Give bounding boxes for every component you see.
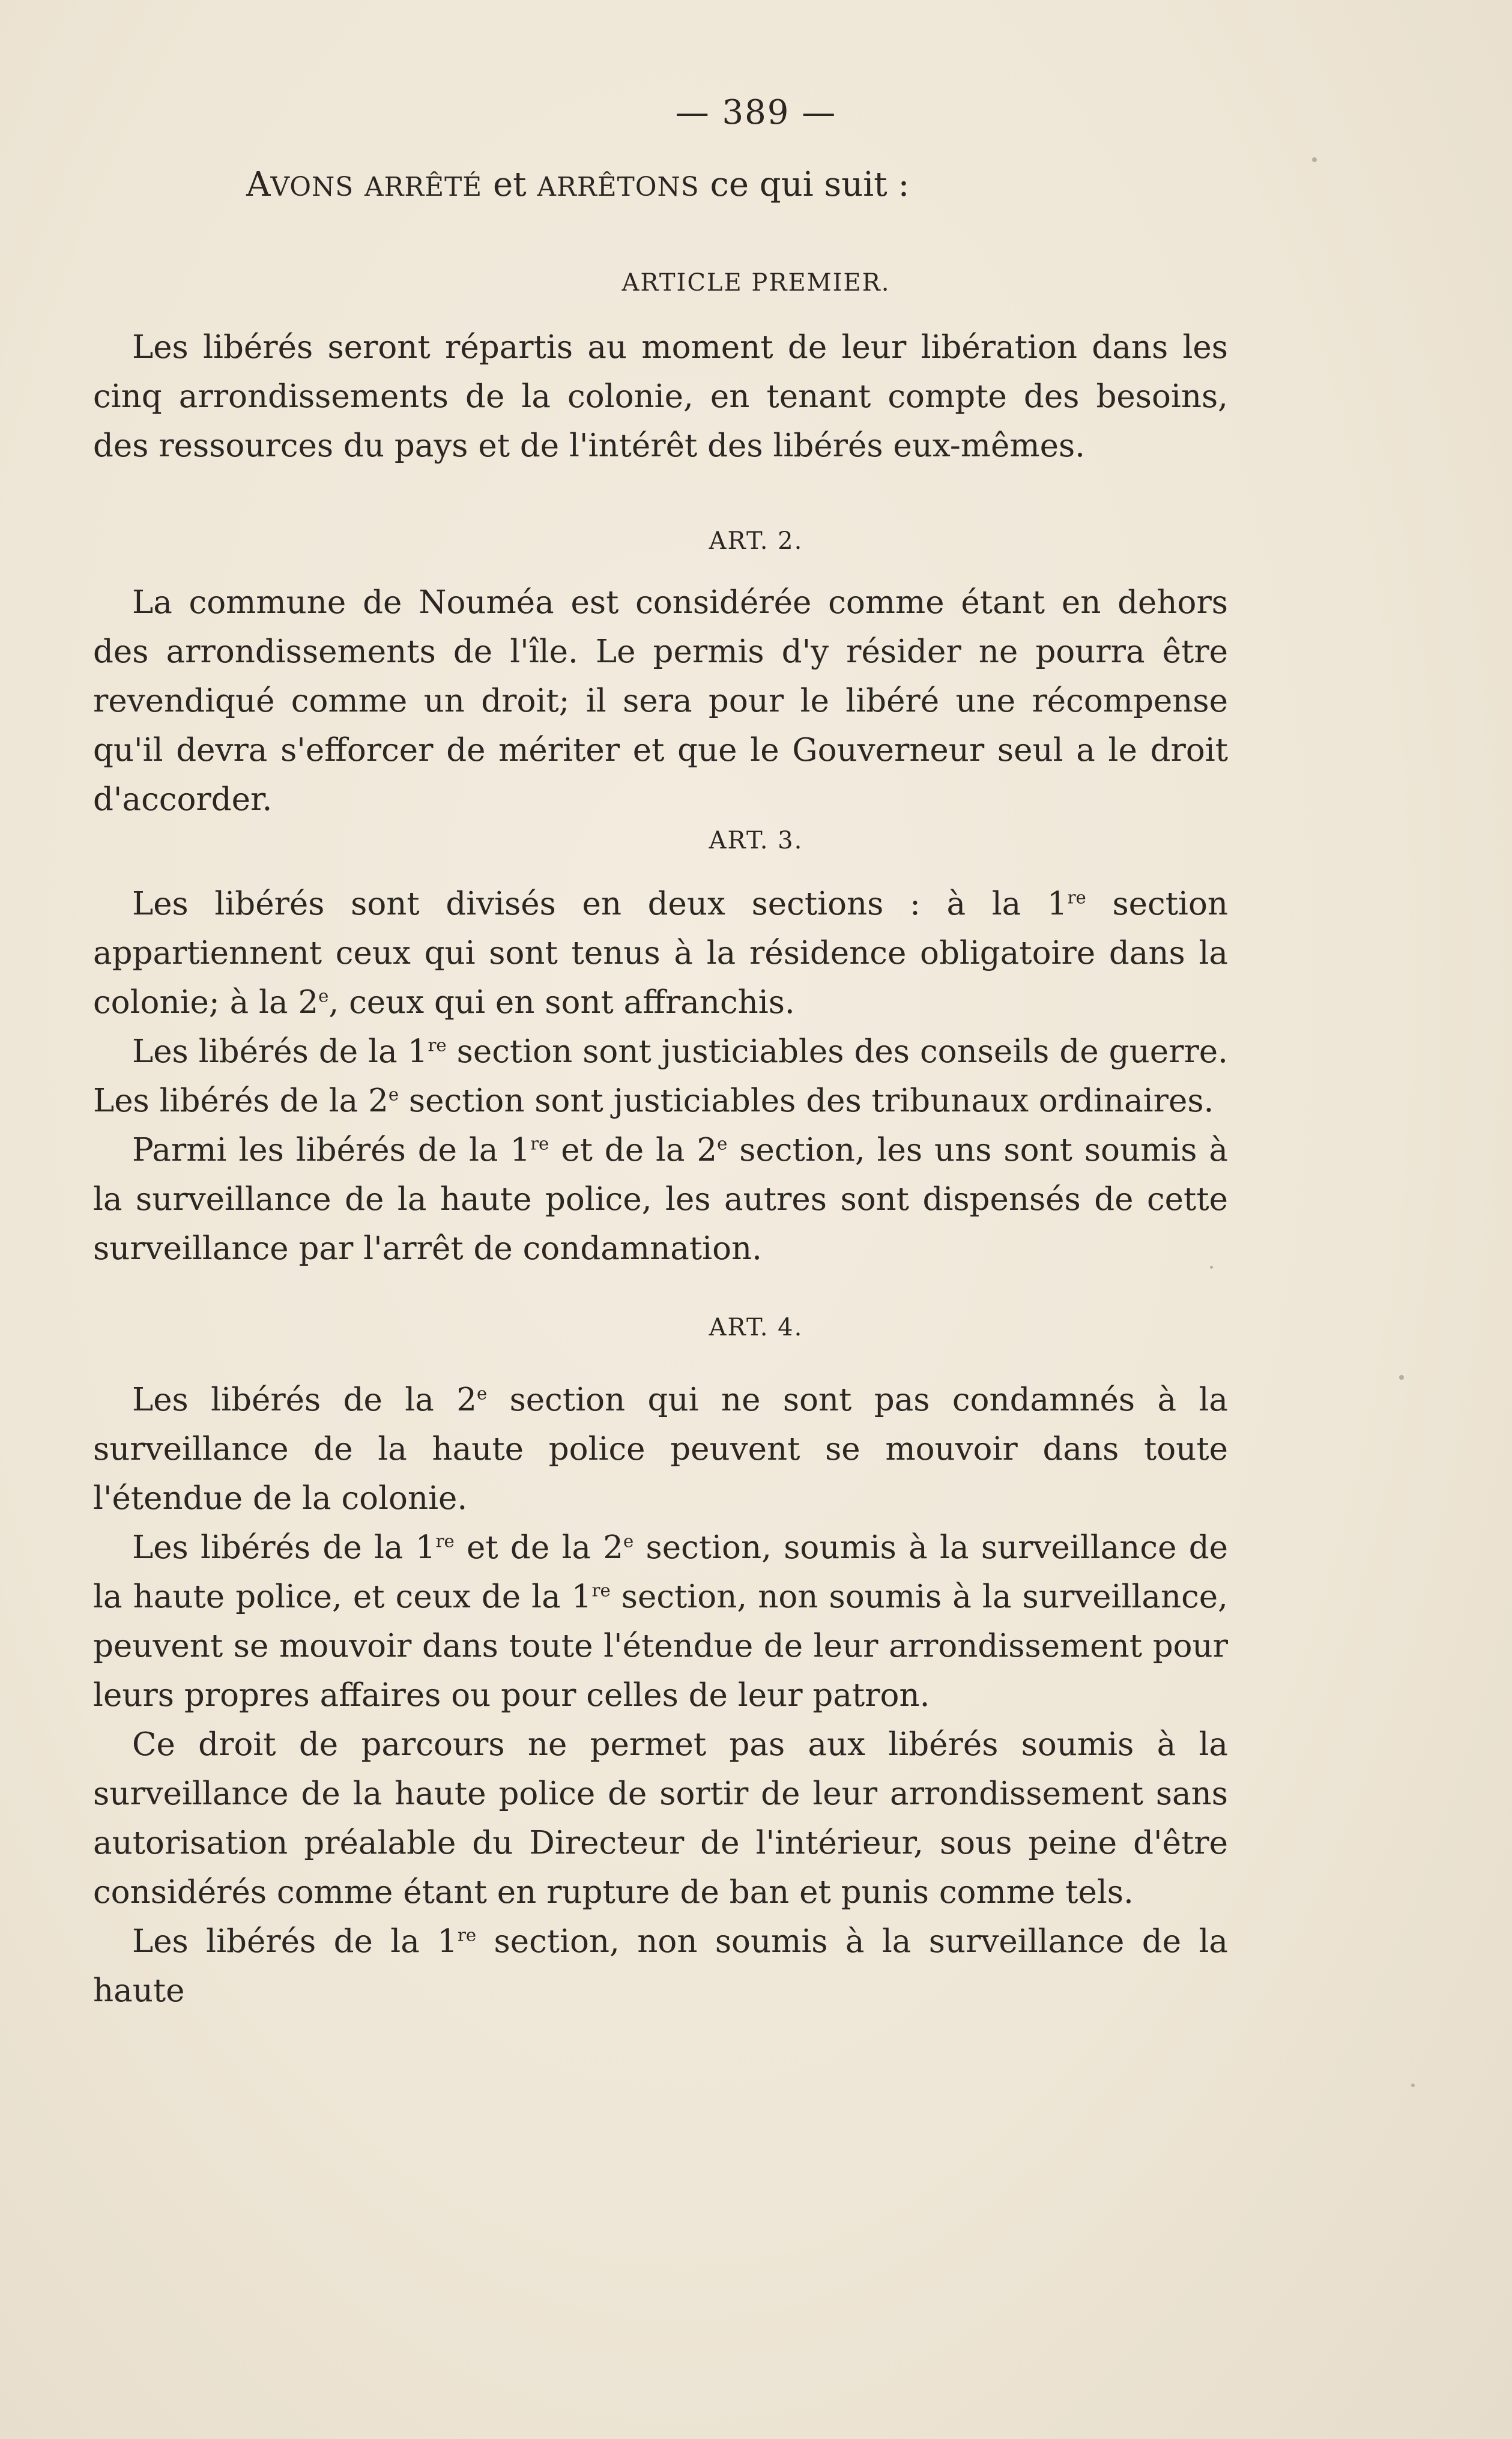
text-run: Les libérés de la 1: [132, 1529, 436, 1566]
superscript: re: [1067, 887, 1086, 908]
article-2-heading: ART. 2.: [709, 527, 803, 555]
text-run: section sont justiciables des conseils de guerre. Les libérés de la 2: [93, 1033, 1228, 1119]
article-1-paragraph: Les libérés seront répartis au moment de leur libération dans les cinq arrondissements de la colonie, en tenant compte des besoins, des ressources du pays et de l'intérêt des libérés eux-mêmes.: [93, 329, 1228, 464]
text-run: section sont justiciables des tribunaux ordinaires.: [399, 1083, 1214, 1119]
paper-speck: [1411, 2084, 1415, 2087]
text-run: Les libérés sont divisés en deux sections : à la 1: [132, 886, 1068, 922]
text-run: section qui ne sont pas condamnés à la surveillance de la haute police peuvent se mouvoir dans toute l'étendue de la colonie.: [93, 1382, 1228, 1517]
article-1-heading: ARTICLE PREMIER.: [621, 269, 891, 297]
text-run: section, soumis à la surveillance de la haute police, et ceux de la 1: [93, 1529, 1228, 1615]
article-3-paragraph-3: [93, 1126, 1228, 1274]
superscript: re: [457, 1924, 477, 1945]
text-run: Les libérés de la 1: [132, 1033, 428, 1070]
text-run: section, non soumis à la surveillance, peuvent se mouvoir dans toute l'étendue de leur arrondissement pour leurs propres affaires ou pour celles de leur patron.: [93, 1579, 1228, 1714]
preamble: [246, 165, 909, 204]
preamble-avons-initial: A: [246, 165, 271, 204]
superscript: re: [428, 1035, 447, 1056]
superscript: e: [318, 985, 329, 1006]
article-4-paragraph-3: Ce droit de parcours ne permet pas aux libérés soumis à la surveillance de la haute police de sortir de leur arrondissement sans autorisation préalable du Directeur de l'intérieur, sous peine d'être considérés comme étant en rupture de ban et punis comme tels.: [93, 1726, 1228, 1911]
text-run: Parmi les libérés de la 1: [132, 1132, 531, 1168]
text-run: Les libérés de la 2: [132, 1382, 477, 1418]
article-3-paragraph-2: [93, 1027, 1228, 1126]
text-run: et de la 2: [454, 1529, 624, 1566]
preamble-arretons: ARRÊTONS: [537, 172, 700, 202]
preamble-arrete: ARRÊTÉ: [364, 172, 483, 202]
preamble-avons-rest: VONS: [270, 172, 354, 202]
article-4-heading: ART. 4.: [709, 1314, 803, 1341]
page-number: — 389 —: [675, 93, 837, 132]
superscript: re: [435, 1531, 455, 1552]
superscript: e: [388, 1084, 399, 1105]
text-run: section, les uns sont soumis à la surveillance de la haute police, les autres sont dispensés de cette surveillance par l'arrêt de condamnation.: [93, 1132, 1228, 1267]
text-run: Les libérés de la 1: [132, 1923, 458, 1960]
text-run: et de la 2: [549, 1132, 718, 1168]
paper-speck: [1210, 1266, 1213, 1269]
superscript: e: [717, 1133, 728, 1154]
paper-speck: [1399, 1375, 1404, 1380]
superscript: e: [623, 1531, 634, 1552]
text-run: , ceux qui en sont affranchis.: [328, 984, 795, 1021]
article-3-heading: ART. 3.: [709, 827, 803, 854]
preamble-tail: ce qui suit :: [699, 165, 910, 204]
article-4-paragraph-1: [93, 1376, 1228, 1523]
article-4-paragraph-2: [93, 1523, 1228, 1720]
superscript: re: [591, 1580, 611, 1601]
text-run: section appartiennent ceux qui sont tenus à la résidence obligatoire dans la colonie; à la 2: [93, 886, 1228, 1021]
superscript: re: [530, 1133, 549, 1154]
text-run: section, non soumis à la surveillance de la haute: [93, 1923, 1228, 2009]
article-2-paragraph: La commune de Nouméa est considérée comme étant en dehors des arrondissements de l'île. Le permis d'y résider ne pourra être revendiqué comme un droit; il sera pour le libéré une récompense qu'il devra s'efforcer de mériter et que le Gouverneur seul a le droit d'accorder.: [93, 584, 1228, 818]
superscript: e: [476, 1383, 488, 1404]
paper-speck: [1312, 157, 1317, 162]
article-3-paragraph-1: [93, 880, 1228, 1027]
preamble-et: et: [482, 165, 537, 204]
article-4-paragraph-4: [93, 1917, 1228, 2016]
